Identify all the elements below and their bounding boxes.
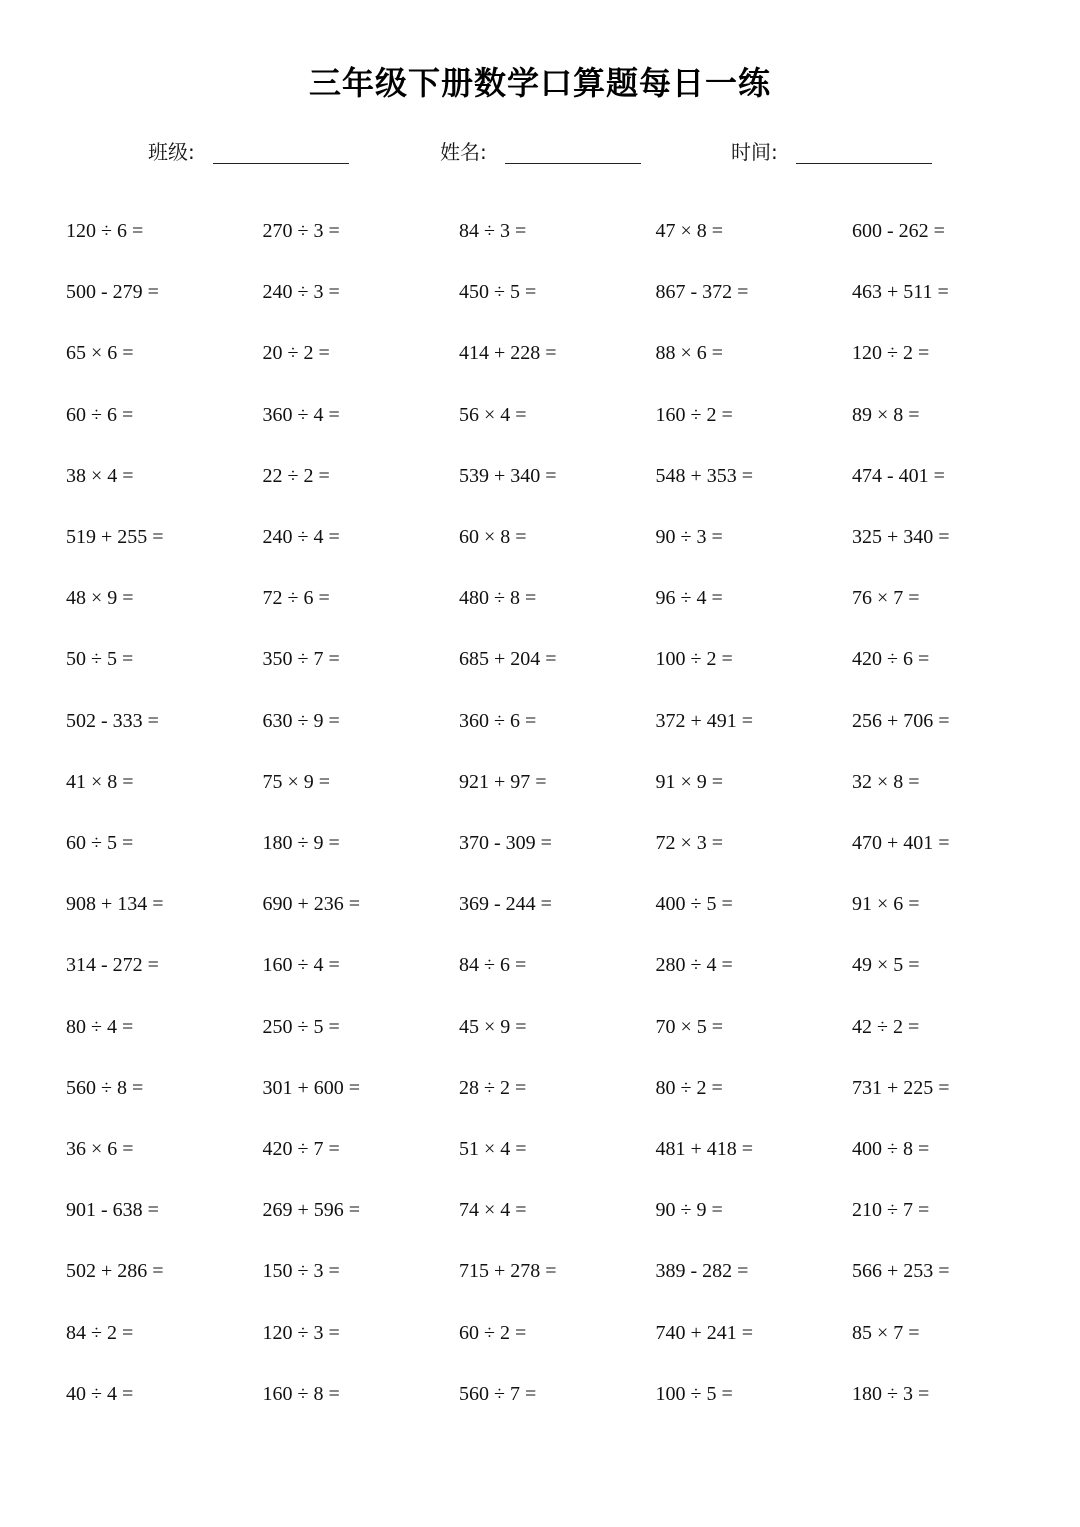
arithmetic-problem: 96 ÷ 4 = [655, 587, 723, 610]
name-label: 姓名: [440, 140, 487, 164]
arithmetic-problem: 560 ÷ 8 = [66, 1076, 144, 1099]
arithmetic-problem: 88 × 6 = [655, 342, 724, 365]
arithmetic-problem: 548 + 353 = [655, 464, 754, 487]
arithmetic-problem: 240 ÷ 3 = [262, 281, 340, 304]
arithmetic-problem: 76 × 7 = [852, 587, 920, 610]
arithmetic-problem: 60 × 8 = [459, 526, 527, 548]
arithmetic-problem: 600 - 262 = [852, 220, 945, 242]
arithmetic-problem: 480 ÷ 8 = [459, 587, 537, 610]
arithmetic-problem: 90 ÷ 9 = [655, 1199, 723, 1222]
class-label: 班级: [148, 140, 195, 164]
arithmetic-problem: 100 ÷ 2 = [655, 648, 733, 671]
arithmetic-problem: 38 × 4 = [66, 464, 134, 487]
arithmetic-problem: 22 ÷ 2 = [262, 464, 330, 487]
arithmetic-problem: 91 × 9 = [655, 770, 724, 793]
time-blank-line[interactable] [796, 163, 932, 164]
arithmetic-problem: 85 × 7 = [852, 1321, 920, 1344]
arithmetic-problem: 45 × 9 = [459, 1015, 527, 1038]
arithmetic-problem: 715 + 278 = [459, 1260, 557, 1283]
arithmetic-problem: 502 - 333 = [66, 709, 159, 732]
arithmetic-problem: 60 ÷ 2 = [459, 1321, 527, 1344]
arithmetic-problem: 72 × 3 = [655, 832, 724, 854]
arithmetic-problem: 84 ÷ 6 = [459, 954, 527, 977]
arithmetic-problem: 389 - 282 = [655, 1260, 749, 1283]
arithmetic-problem: 350 ÷ 7 = [262, 648, 340, 671]
arithmetic-problem: 120 ÷ 2 = [852, 342, 930, 365]
arithmetic-problem: 539 + 340 = [459, 464, 557, 487]
arithmetic-problem: 80 ÷ 2 = [655, 1076, 723, 1099]
arithmetic-problem: 414 + 228 = [459, 342, 557, 365]
arithmetic-problem: 240 ÷ 4 = [262, 526, 340, 548]
worksheet-title: 三年级下册数学口算题每日一练 [308, 64, 771, 102]
arithmetic-problem: 370 - 309 = [459, 832, 552, 854]
arithmetic-problem: 20 ÷ 2 = [262, 342, 330, 365]
arithmetic-problem: 89 × 8 = [852, 403, 920, 426]
arithmetic-problem: 420 ÷ 7 = [262, 1138, 340, 1160]
arithmetic-problem: 48 × 9 = [66, 587, 134, 610]
arithmetic-problem: 49 × 5 = [852, 954, 920, 977]
arithmetic-problem: 42 ÷ 2 = [852, 1015, 920, 1038]
arithmetic-problem: 314 - 272 = [66, 954, 159, 977]
arithmetic-problem: 369 - 244 = [459, 893, 552, 916]
arithmetic-problem: 160 ÷ 4 = [262, 954, 340, 977]
arithmetic-problem: 256 + 706 = [852, 709, 950, 732]
arithmetic-problem: 400 ÷ 5 = [655, 893, 733, 916]
arithmetic-problem: 690 + 236 = [262, 893, 361, 916]
arithmetic-problem: 500 - 279 = [66, 281, 159, 304]
arithmetic-problem: 301 + 600 = [262, 1076, 361, 1099]
arithmetic-problem: 150 ÷ 3 = [262, 1260, 340, 1283]
name-blank-line[interactable] [505, 163, 641, 164]
arithmetic-problem: 180 ÷ 9 = [262, 832, 340, 854]
arithmetic-problem: 280 ÷ 4 = [655, 954, 733, 977]
arithmetic-problem: 560 ÷ 7 = [459, 1382, 537, 1405]
arithmetic-problem: 685 + 204 = [459, 648, 557, 671]
arithmetic-problem: 72 ÷ 6 = [262, 587, 330, 610]
arithmetic-problem: 270 ÷ 3 = [262, 220, 340, 242]
arithmetic-problem: 360 ÷ 6 = [459, 709, 537, 732]
arithmetic-problem: 36 × 6 = [66, 1138, 134, 1160]
arithmetic-problem: 450 ÷ 5 = [459, 281, 537, 304]
arithmetic-problem: 120 ÷ 3 = [262, 1321, 340, 1344]
arithmetic-problem: 40 ÷ 4 = [66, 1382, 134, 1405]
arithmetic-problem: 180 ÷ 3 = [852, 1382, 930, 1405]
arithmetic-problem: 160 ÷ 8 = [262, 1382, 340, 1405]
arithmetic-problem: 120 ÷ 6 = [66, 220, 144, 242]
arithmetic-problem: 420 ÷ 6 = [852, 648, 930, 671]
arithmetic-problem: 91 × 6 = [852, 893, 920, 916]
arithmetic-problem: 867 - 372 = [655, 281, 749, 304]
arithmetic-problem: 50 ÷ 5 = [66, 648, 134, 671]
arithmetic-problem: 28 ÷ 2 = [459, 1076, 527, 1099]
arithmetic-problem: 100 ÷ 5 = [655, 1382, 733, 1405]
time-label: 时间: [731, 140, 778, 164]
arithmetic-problem: 901 - 638 = [66, 1199, 159, 1222]
arithmetic-problem: 740 + 241 = [655, 1321, 754, 1344]
arithmetic-problem: 80 ÷ 4 = [66, 1015, 134, 1038]
arithmetic-problem: 74 × 4 = [459, 1199, 527, 1222]
arithmetic-problem: 60 ÷ 5 = [66, 832, 134, 854]
arithmetic-problem: 630 ÷ 9 = [262, 709, 340, 732]
arithmetic-problem: 474 - 401 = [852, 464, 945, 487]
arithmetic-problem: 60 ÷ 6 = [66, 403, 134, 426]
arithmetic-problem: 51 × 4 = [459, 1138, 527, 1160]
arithmetic-problem: 90 ÷ 3 = [655, 526, 723, 548]
arithmetic-problem: 47 × 8 = [655, 220, 724, 242]
arithmetic-problem: 400 ÷ 8 = [852, 1138, 930, 1160]
arithmetic-problem: 502 + 286 = [66, 1260, 164, 1283]
arithmetic-problem: 75 × 9 = [262, 770, 331, 793]
arithmetic-problem: 84 ÷ 3 = [459, 220, 527, 242]
arithmetic-problem: 360 ÷ 4 = [262, 403, 340, 426]
arithmetic-problem: 325 + 340 = [852, 526, 950, 548]
arithmetic-problem: 84 ÷ 2 = [66, 1321, 134, 1344]
arithmetic-problem: 566 + 253 = [852, 1260, 950, 1283]
arithmetic-problem: 41 × 8 = [66, 770, 134, 793]
arithmetic-problem: 250 ÷ 5 = [262, 1015, 340, 1038]
arithmetic-problem: 32 × 8 = [852, 770, 920, 793]
arithmetic-problem: 70 × 5 = [655, 1015, 724, 1038]
arithmetic-problem: 210 ÷ 7 = [852, 1199, 930, 1222]
arithmetic-problem: 269 + 596 = [262, 1199, 361, 1222]
arithmetic-problem: 65 × 6 = [66, 342, 134, 365]
arithmetic-problem: 731 + 225 = [852, 1076, 950, 1099]
arithmetic-problem: 921 + 97 = [459, 770, 547, 793]
arithmetic-problem: 160 ÷ 2 = [655, 403, 733, 426]
class-blank-line[interactable] [213, 163, 349, 164]
arithmetic-problem: 470 + 401 = [852, 832, 950, 854]
arithmetic-problem: 372 + 491 = [655, 709, 754, 732]
arithmetic-problem: 519 + 255 = [66, 526, 164, 548]
arithmetic-problem: 463 + 511 = [852, 281, 949, 304]
arithmetic-problem: 56 × 4 = [459, 403, 527, 426]
arithmetic-problem: 481 + 418 = [655, 1138, 754, 1160]
arithmetic-problem: 908 + 134 = [66, 893, 164, 916]
